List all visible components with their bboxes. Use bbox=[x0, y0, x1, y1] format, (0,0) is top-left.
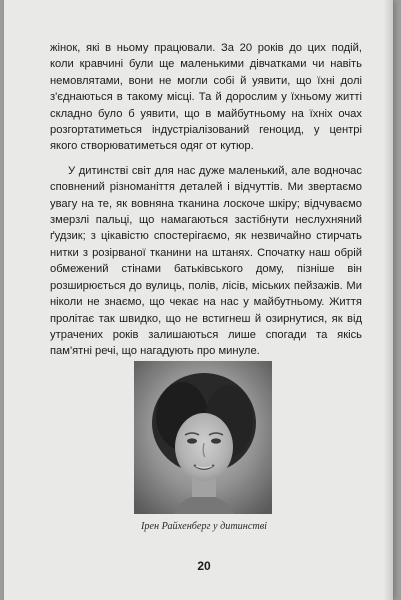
portrait-photo-icon bbox=[134, 361, 272, 514]
portrait-photo bbox=[134, 361, 272, 514]
paragraph-childhood: У дитинстві світ для нас дуже маленький, але водночас сповнений різноманіття деталей і відчуттів. Ми звертаємо увагу на те, як вовняна тканина лоскоче шкіру; відчуваємо змерзлі пальці, що намагаються застібнути неслухняний ґудзик; з цікавістю спостерігаємо, як незвичайно стирчать нитки з розірваної тканини на штанях. Спочатку наш обрій обмежений стінами батьківського дому, пізніше він розширюється до вулиць, полів, лісів, міських пейзажів. Ми ніколи не знаємо, що чекає на нас у майбутньому. Життя пролітає так швидко, що не встигнеш й озирнутися, як від утрачених років залишаються лише спогади та якісь пам'ятні речі, що нагадують про минуле. bbox=[50, 164, 362, 358]
body-text bbox=[50, 40, 362, 368]
page-edge-shadow bbox=[383, 0, 393, 600]
paragraph-continuation: жінок, які в ньому працювали. За 20 років до цих подій, коли кравчині були ще маленькими дівчатками чи навіть немовлятами, вони не могли собі й уявити, що їхні долі з'єднаються в такому місці. Та й дорослим у їхньому житті складно було б уявити, що в майбутньому на їхніх очах розгортатиметься індустріалізований геноцид, у центрі якого створюватиметься одяг от кутюр. bbox=[50, 42, 362, 153]
page-number: 20 bbox=[197, 559, 211, 573]
book-page bbox=[4, 0, 393, 600]
photo-caption: Ірен Райхенберг у дитинстві bbox=[141, 521, 267, 532]
